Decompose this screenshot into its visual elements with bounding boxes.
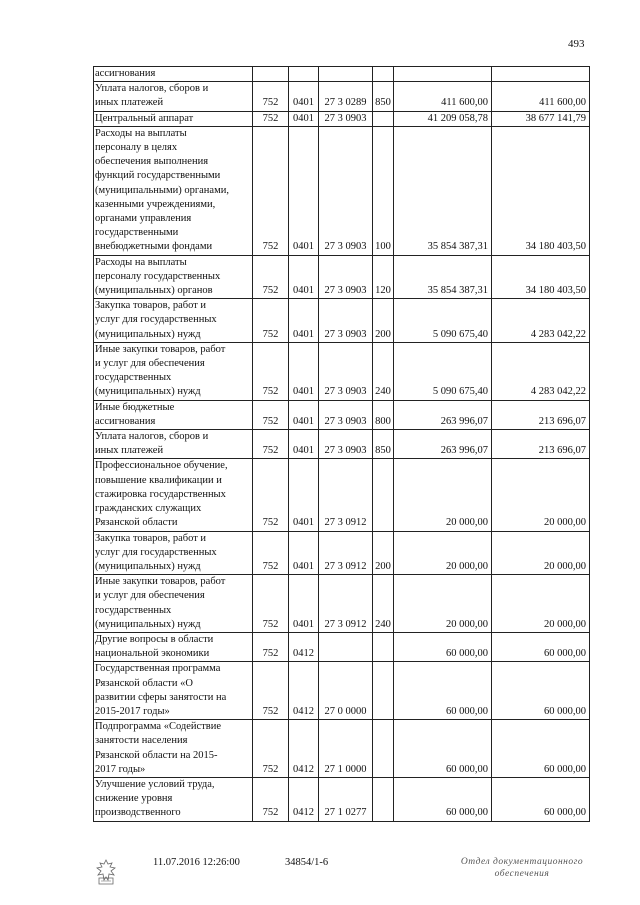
expense-type-code: 850 [373, 82, 394, 111]
amount-executed: 4 283 042,22 [492, 342, 590, 400]
table-row [94, 430, 590, 459]
admin-code: 752 [253, 82, 289, 111]
section-code: 0401 [289, 575, 319, 633]
table-body [94, 67, 590, 822]
expense-name: Закупка товаров, работ и услуг для государственных (муниципальных) нужд [94, 531, 253, 575]
amount-approved: 41 209 058,78 [394, 111, 492, 126]
admin-code: 752 [253, 255, 289, 299]
section-code: 0401 [289, 299, 319, 343]
admin-code: 752 [253, 459, 289, 531]
target-article-code: 27 3 0912 [319, 575, 373, 633]
section-code [289, 67, 319, 82]
amount-approved: 60 000,00 [394, 662, 492, 720]
amount-approved: 263 996,07 [394, 400, 492, 429]
expense-name: Подпрограмма «Содействие занятости населения Рязанской области на 2015- 2017 годы» [94, 720, 253, 778]
footer-doc-id: 34854/1-6 [285, 857, 329, 868]
admin-code: 752 [253, 400, 289, 429]
amount-executed: 60 000,00 [492, 662, 590, 720]
expense-type-code [373, 632, 394, 661]
budget-table [93, 66, 590, 822]
target-article-code: 27 3 0903 [319, 126, 373, 255]
admin-code: 752 [253, 111, 289, 126]
table-row [94, 111, 590, 126]
expense-type-code [373, 720, 394, 778]
expense-type-code [373, 777, 394, 821]
expense-name: Иные закупки товаров, работ и услуг для обеспечения государственных (муниципальных) нужд [94, 575, 253, 633]
expense-name: Расходы на выплаты персоналу в целях обеспечения выполнения функций государственными (муниципальными) органами, казенными учреждениями, органами управления государственными внебюджетными фондами [94, 126, 253, 255]
target-article-code: 27 0 0000 [319, 662, 373, 720]
amount-approved: 20 000,00 [394, 575, 492, 633]
section-code: 0401 [289, 531, 319, 575]
amount-executed: 60 000,00 [492, 777, 590, 821]
expense-name: Расходы на выплаты персоналу государственных (муниципальных) органов [94, 255, 253, 299]
section-code: 0401 [289, 82, 319, 111]
amount-executed: 38 677 141,79 [492, 111, 590, 126]
target-article-code: 27 1 0277 [319, 777, 373, 821]
admin-code: 752 [253, 662, 289, 720]
amount-approved: 20 000,00 [394, 531, 492, 575]
table-row [94, 531, 590, 575]
expense-type-code: 120 [373, 255, 394, 299]
amount-executed: 20 000,00 [492, 575, 590, 633]
amount-executed: 60 000,00 [492, 632, 590, 661]
section-code: 0412 [289, 777, 319, 821]
table-row [94, 662, 590, 720]
admin-code: 752 [253, 575, 289, 633]
amount-executed: 34 180 403,50 [492, 255, 590, 299]
section-code: 0401 [289, 342, 319, 400]
department-stamp: Отдел документационного обеспечения [460, 857, 584, 879]
table-row [94, 632, 590, 661]
expense-type-code: 240 [373, 342, 394, 400]
target-article-code: 27 3 0289 [319, 82, 373, 111]
target-article-code [319, 67, 373, 82]
section-code: 0401 [289, 255, 319, 299]
amount-approved: 60 000,00 [394, 720, 492, 778]
expense-name: ассигнования [94, 67, 253, 82]
amount-approved: 263 996,07 [394, 430, 492, 459]
page-number: 493 [568, 38, 585, 50]
section-code: 0401 [289, 430, 319, 459]
section-code: 0401 [289, 400, 319, 429]
admin-code: 752 [253, 531, 289, 575]
section-code: 0412 [289, 720, 319, 778]
amount-executed: 20 000,00 [492, 459, 590, 531]
expense-name: Иные закупки товаров, работ и услуг для обеспечения государственных (муниципальных) нужд [94, 342, 253, 400]
expense-type-code: 200 [373, 531, 394, 575]
table-row [94, 299, 590, 343]
section-code: 0412 [289, 632, 319, 661]
target-article-code: 27 3 0903 [319, 255, 373, 299]
section-code: 0412 [289, 662, 319, 720]
expense-type-code [373, 111, 394, 126]
table-row [94, 459, 590, 531]
target-article-code [319, 632, 373, 661]
table-row [94, 255, 590, 299]
table-row [94, 400, 590, 429]
table-row [94, 575, 590, 633]
amount-approved: 35 854 387,31 [394, 126, 492, 255]
amount-approved: 411 600,00 [394, 82, 492, 111]
target-article-code: 27 1 0000 [319, 720, 373, 778]
admin-code: 752 [253, 299, 289, 343]
table-row [94, 777, 590, 821]
admin-code [253, 67, 289, 82]
footer-datetime: 11.07.2016 12:26:00 [153, 857, 240, 868]
table-row [94, 82, 590, 111]
section-code: 0401 [289, 126, 319, 255]
expense-name: Государственная программа Рязанской области «О развитии сферы занятости на 2015-2017 годы» [94, 662, 253, 720]
section-code: 0401 [289, 111, 319, 126]
table-row [94, 720, 590, 778]
expense-name: Уплата налогов, сборов и иных платежей [94, 82, 253, 111]
admin-code: 752 [253, 430, 289, 459]
expense-name: Другие вопросы в области национальной экономики [94, 632, 253, 661]
amount-approved [394, 67, 492, 82]
coat-of-arms-icon [93, 858, 119, 886]
amount-executed: 20 000,00 [492, 531, 590, 575]
target-article-code: 27 3 0903 [319, 400, 373, 429]
amount-approved: 60 000,00 [394, 777, 492, 821]
target-article-code: 27 3 0912 [319, 459, 373, 531]
amount-executed [492, 67, 590, 82]
amount-approved: 5 090 675,40 [394, 342, 492, 400]
target-article-code: 27 3 0912 [319, 531, 373, 575]
expense-name: Иные бюджетные ассигнования [94, 400, 253, 429]
expense-type-code [373, 459, 394, 531]
expense-name: Центральный аппарат [94, 111, 253, 126]
amount-executed: 60 000,00 [492, 720, 590, 778]
target-article-code: 27 3 0903 [319, 299, 373, 343]
amount-approved: 5 090 675,40 [394, 299, 492, 343]
table-row [94, 342, 590, 400]
expense-type-code [373, 662, 394, 720]
expense-type-code: 240 [373, 575, 394, 633]
table-row [94, 67, 590, 82]
admin-code: 752 [253, 777, 289, 821]
expense-name: Уплата налогов, сборов и иных платежей [94, 430, 253, 459]
section-code: 0401 [289, 459, 319, 531]
amount-executed: 213 696,07 [492, 430, 590, 459]
amount-executed: 4 283 042,22 [492, 299, 590, 343]
amount-approved: 35 854 387,31 [394, 255, 492, 299]
target-article-code: 27 3 0903 [319, 430, 373, 459]
expense-name: Профессиональное обучение, повышение квалификации и стажировка государственных гражданских служащих Рязанской области [94, 459, 253, 531]
admin-code: 752 [253, 632, 289, 661]
admin-code: 752 [253, 126, 289, 255]
expense-type-code: 800 [373, 400, 394, 429]
expense-type-code: 200 [373, 299, 394, 343]
expense-type-code: 850 [373, 430, 394, 459]
amount-executed: 213 696,07 [492, 400, 590, 429]
amount-approved: 20 000,00 [394, 459, 492, 531]
amount-executed: 411 600,00 [492, 82, 590, 111]
target-article-code: 27 3 0903 [319, 342, 373, 400]
admin-code: 752 [253, 342, 289, 400]
admin-code: 752 [253, 720, 289, 778]
expense-name: Улучшение условий труда, снижение уровня производственного [94, 777, 253, 821]
target-article-code: 27 3 0903 [319, 111, 373, 126]
expense-name: Закупка товаров, работ и услуг для государственных (муниципальных) нужд [94, 299, 253, 343]
expense-type-code [373, 67, 394, 82]
table-row [94, 126, 590, 255]
amount-approved: 60 000,00 [394, 632, 492, 661]
amount-executed: 34 180 403,50 [492, 126, 590, 255]
expense-type-code: 100 [373, 126, 394, 255]
